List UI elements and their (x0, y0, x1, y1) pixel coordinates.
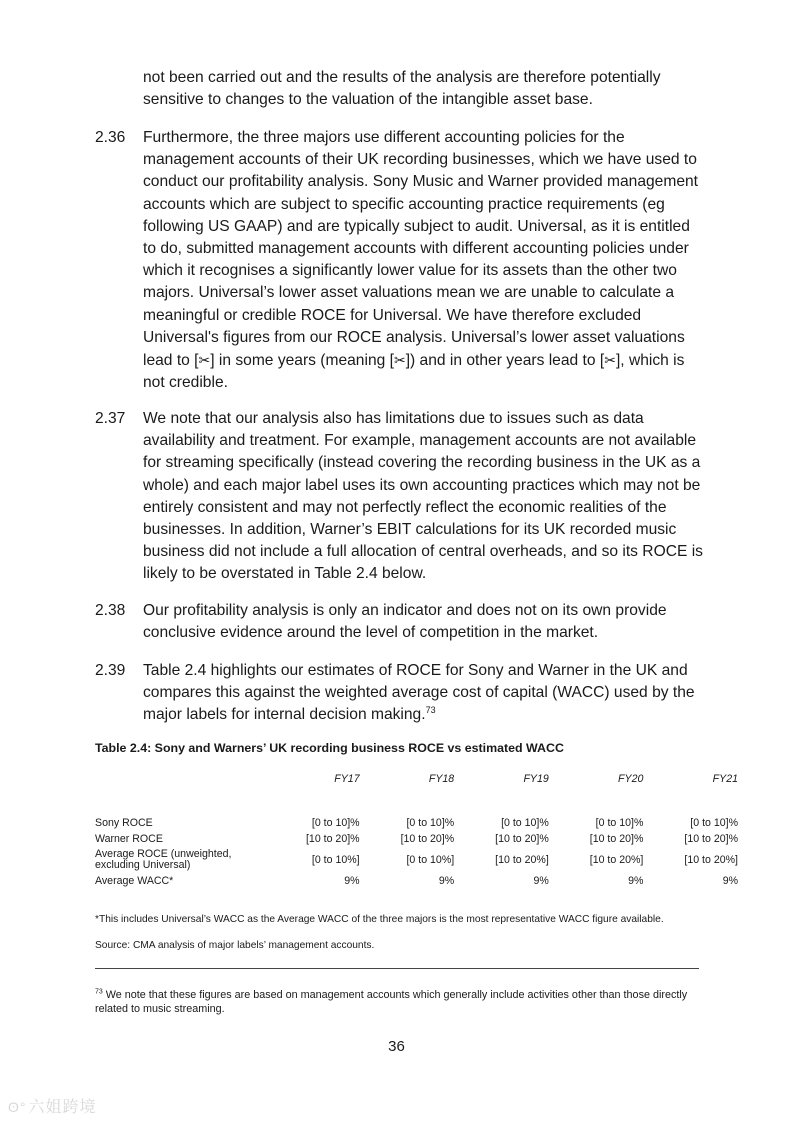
watermark-logo-icon: ʘ° (8, 1099, 27, 1115)
column-header: FY19 (523, 773, 549, 785)
roce-table (95, 768, 742, 889)
paragraph-2-38 (95, 600, 705, 644)
scissors-icon: ✂ (198, 352, 211, 369)
paragraph-text: We note that our analysis also has limitations due to issues such as data availability and treatment. For example, management accounts are not available for streaming specifically (instead covering the recording business in the UK as a whole) and each major label uses its own accounting practices which may not be entirely consistent and may not perfectly reflect the economic realities of the businesses. In addition, Warner’s EBIT calculations for its UK recorded music business did not include a full allocation of central overheads, and so its ROCE is likely to be overstated in Table 2.4 below. (143, 410, 703, 583)
column-header: FY18 (428, 773, 455, 785)
paragraph-2-36 (95, 127, 705, 394)
footnote (95, 988, 695, 1016)
table-cell: [10 to 20%] (495, 854, 549, 866)
table-cell: [0 to 10]% (311, 817, 360, 829)
scissors-icon: ✂ (393, 352, 406, 369)
paragraph-number: 2.36 (95, 129, 126, 146)
column-header: FY17 (334, 773, 360, 785)
text-segment: ], which is not credible. (143, 352, 685, 392)
table-cell: [10 to 20]% (684, 833, 738, 845)
watermark-text: 六姐跨境 (28, 1099, 97, 1116)
column-header-empty (95, 768, 269, 790)
paragraph-number: 2.37 (95, 410, 126, 427)
paragraph-2-37 (95, 408, 705, 586)
footnote-number: 73 (95, 988, 103, 996)
text-segment: ]) and in other years lead to [ (405, 352, 605, 370)
table-cell: [0 to 10]% (690, 817, 738, 829)
table-spacer-row (95, 790, 742, 815)
table-cell: 9% (438, 875, 455, 887)
scissors-icon: ✂ (604, 352, 616, 369)
table-cell: 9% (344, 875, 360, 887)
footnote-text: We note that these figures are based on management accounts which generally include activities other than those directly related to music streaming. (95, 989, 688, 1015)
table-title: Table 2.4: Sony and Warners’ UK recording business ROCE vs estimated WACC (95, 741, 564, 755)
table-cell: [10 to 20]% (400, 833, 455, 845)
table-cell: 9% (533, 875, 549, 887)
footnote-divider (95, 968, 699, 969)
paragraph-text: not been carried out and the results of the analysis are therefore potentially sensitive to changes to the valuation of the intangible asset base. (143, 69, 661, 109)
paragraph-text: Our profitability analysis is only an indicator and does not on its own provide conclusive evidence around the level of competition in the market. (143, 602, 667, 642)
paragraph-text (143, 660, 705, 727)
paragraph-number: 2.39 (95, 662, 126, 679)
table-source: Source: CMA analysis of major labels’ management accounts. (95, 940, 375, 951)
row-label: Warner ROCE (95, 832, 163, 845)
row-label: Sony ROCE (95, 816, 153, 829)
table-cell: [10 to 20]% (305, 833, 360, 845)
table-cell: [0 to 10]% (595, 817, 644, 829)
table-row (95, 847, 742, 873)
footnote-reference[interactable]: 73 (425, 705, 436, 716)
table-cell: [10 to 20%] (589, 854, 644, 866)
row-label (95, 847, 269, 873)
text-segment: Table 2.4 highlights our estimates of ROCE for Sony and Warner in the UK and compares this against the weighted average cost of capital (WACC) used by the major labels for internal decision making. (143, 662, 695, 724)
paragraph-number: 2.38 (95, 602, 126, 619)
table-cell: [0 to 10%] (406, 854, 455, 866)
table-row (95, 873, 742, 889)
table-cell: [10 to 20]% (495, 833, 549, 845)
table-cell: 9% (628, 875, 644, 887)
row-label-line: excluding Universal) (95, 859, 191, 871)
paragraph-text (143, 127, 705, 394)
watermark (8, 1094, 97, 1117)
table-cell: [0 to 10%] (311, 854, 360, 866)
row-label: Average WACC* (95, 874, 174, 887)
table-row (95, 831, 742, 847)
table-cell: [0 to 10]% (501, 817, 549, 829)
paragraph-continuation (95, 67, 705, 111)
table-row (95, 815, 742, 831)
table-header-row (95, 768, 742, 790)
page-number: 36 (388, 1038, 405, 1055)
text-segment: Furthermore, the three majors use different accounting policies for the management accounts of their UK recording businesses, which we have used to conduct our profitability analysis. Sony Music and Warner provided management accounts which are subject to specific accounting practice requirements (eg following US GAAP) and are typically subject to audit. Universal, as it is entitled to do, submitted management accounts with different accounting policies under which it recognises a significantly lower value for its assets than the other two majors. Universal’s lower asset valuations mean we are unable to calculate a meaningful or credible ROCE for Universal. We have therefore excluded Universal's figures from our ROCE analysis. Universal’s lower asset valuations lead to [ (143, 129, 699, 370)
table-note: *This includes Universal’s WACC as the Average WACC of the three majors is the most representative WACC figure available. (95, 914, 664, 925)
table-cell: [10 to 20%] (684, 854, 738, 866)
table-cell: [10 to 20]% (589, 833, 644, 845)
paragraph-2-39 (95, 660, 705, 727)
row-label-line: Average ROCE (unweighted, (95, 848, 232, 860)
column-header: FY20 (618, 773, 644, 785)
table-cell: 9% (722, 875, 738, 887)
column-header: FY21 (712, 773, 738, 785)
text-segment: ] in some years (meaning [ (210, 352, 394, 370)
table-cell: [0 to 10]% (406, 817, 455, 829)
